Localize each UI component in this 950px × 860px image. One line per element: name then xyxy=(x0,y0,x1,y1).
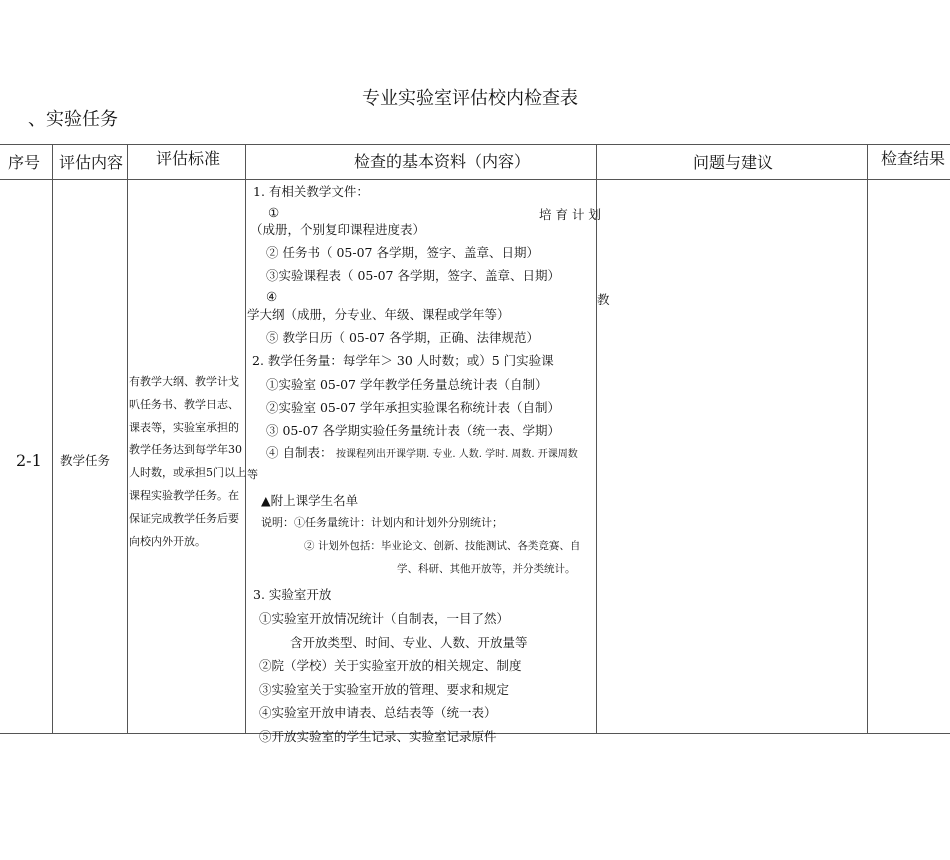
material-line: 2. 教学任务量：每学年＞ 30 人时数；或）5 门实验课 xyxy=(252,353,554,368)
material-line: ③实验室关于实验室开放的管理、要求和规定 xyxy=(259,682,510,697)
material-line: （成册，个别复印课程进度表） xyxy=(250,222,426,237)
material-line: ① xyxy=(268,205,280,220)
header-standard: 评估标准 xyxy=(156,149,221,168)
material-line: ①实验室 05-07 学年教学任务量总统计表（自制） xyxy=(266,377,548,392)
material-line-clip xyxy=(246,720,595,744)
header-item: 评估内容 xyxy=(59,153,124,172)
material-line: ⑤ 教学日历（ 05-07 各学期，正确、法律规范） xyxy=(266,330,539,345)
material-line: 培 育 计 划 xyxy=(539,207,601,222)
stray-char: 等 xyxy=(247,468,258,481)
material-line: ▲附上课学生名单 xyxy=(261,493,359,508)
material-line: 学、科研、其他开放等，并分类统计。 xyxy=(397,563,576,575)
material-line: ④ 自制表： xyxy=(266,445,333,460)
header-result: 检查结果 xyxy=(881,149,946,168)
column-divider xyxy=(867,144,868,734)
section-heading: 、实验任务 xyxy=(28,109,118,130)
material-line: 1. 有相关教学文件： xyxy=(253,184,369,199)
column-divider xyxy=(52,144,53,734)
material-line: 3. 实验室开放 xyxy=(253,587,332,602)
material-line: 学大纲（成册，分专业、年级、课程或学年等） xyxy=(247,307,510,322)
material-line: 说明：①任务量统计：计划内和计划外分别统计； xyxy=(261,516,503,529)
material-line: ③ 05-07 各学期实验任务量统计表（统一表、学期） xyxy=(266,423,560,438)
column-divider xyxy=(127,144,128,734)
material-line: 按课程列出开课学期. 专业. 人数. 学时. 周数. 开课周数 xyxy=(336,449,578,460)
material-line: ②院（学校）关于实验室开放的相关规定、制度 xyxy=(259,658,522,673)
header-materials: 检查的基本资料（内容） xyxy=(354,152,531,171)
material-line: ②实验室 05-07 学年承担实验课名称统计表（自制） xyxy=(266,400,560,415)
material-line: ④ xyxy=(266,289,278,304)
material-line: ② 任务书（ 05-07 各学期，签字、盖章、日期） xyxy=(266,245,539,260)
document-title: 专业实验室评估校内检查表 xyxy=(362,88,578,109)
column-divider xyxy=(596,144,597,734)
header-seq: 序号 xyxy=(8,153,41,172)
issues-stray-char: 教 xyxy=(597,292,610,307)
row-seq: 2-1 xyxy=(16,451,42,470)
material-line: ③实验课程表（ 05-07 各学期，签字、盖章、日期） xyxy=(266,268,560,283)
row-item: 教学任务 xyxy=(60,453,111,468)
table-top-border xyxy=(0,144,950,145)
material-line: ② 计划外包括：毕业论文、创新、技能测试、各类竞赛、自 xyxy=(304,540,581,552)
header-issues: 问题与建议 xyxy=(693,153,774,172)
material-line: 含开放类型、时间、专业、人数、开放量等 xyxy=(290,635,528,650)
material-line: ⑤开放实验室的学生记录、实验室记录原件 xyxy=(259,729,497,744)
material-line: ①实验室开放情况统计（自制表，一目了然） xyxy=(259,611,510,626)
material-line: ④实验室开放申请表、总结表等（统一表） xyxy=(259,705,497,720)
row-standard: 有教学大纲、教学计戈叭任务书、教学日志、课表等，实验室承担的教学任务达到每学年30人时数，或承担5门以上课程实验教学任务。在保证完成教学任务后要向校内外开放。 xyxy=(129,375,246,548)
header-bottom-border xyxy=(0,179,950,180)
